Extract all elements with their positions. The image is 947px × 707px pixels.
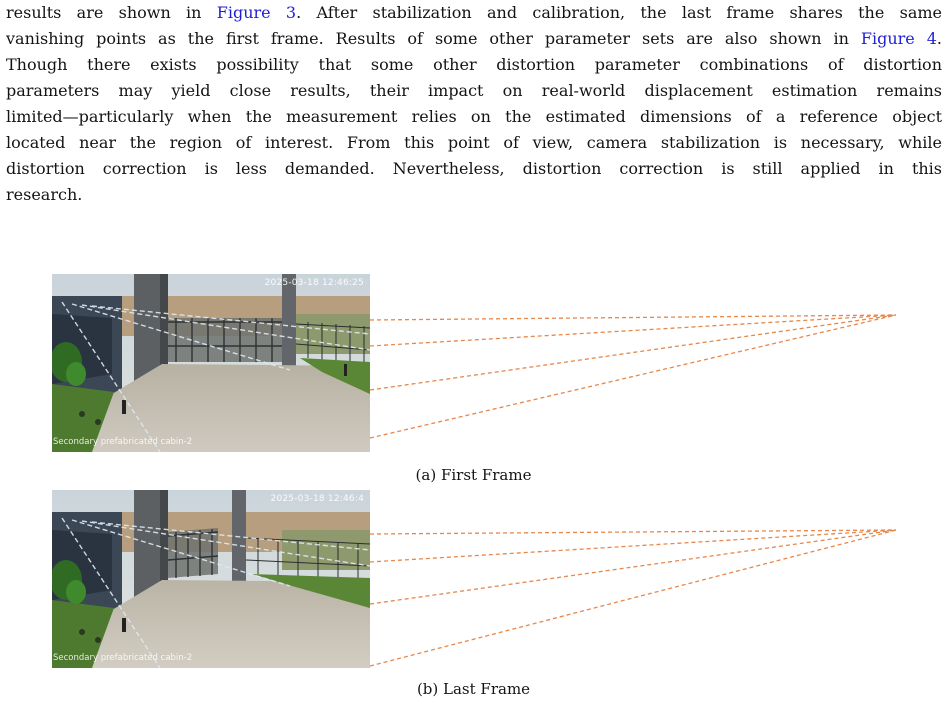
vanishing-line (370, 530, 896, 534)
figure-reference-link[interactable]: Figure 4 (860, 29, 937, 48)
vanishing-line (370, 315, 896, 390)
first-frame-scene (52, 274, 370, 452)
vanishing-line (370, 315, 896, 320)
vanishing-line (370, 530, 896, 666)
last-frame-scene (52, 490, 370, 668)
paragraph-text: . After stabilization and calibration, the last frame shares the same (296, 3, 942, 22)
last-frame-image (52, 490, 370, 668)
camera-label: Secondary prefabricated cabin-2 (53, 437, 193, 447)
paragraph-text: located near the region of interest. From this point of view, camera stabilization is necessary, while (6, 133, 942, 152)
paragraph-text: limited—particularly when the measurement relies on the estimated dimensions of a reference object (6, 107, 942, 126)
figure-first-frame (0, 270, 947, 490)
first-frame-image (52, 274, 370, 452)
paragraph-line (6, 104, 942, 130)
camera-label: Secondary prefabricated cabin-2 (53, 653, 193, 663)
frame-timestamp: 2025-03-18 12:46:25 (264, 278, 364, 288)
paragraph-line (6, 0, 942, 26)
vanishing-line (370, 315, 896, 346)
vanishing-line (370, 530, 896, 604)
paragraph-text: results are shown in (6, 3, 217, 22)
paragraph-text: distortion correction is less demanded. Nevertheless, distortion correction is still applied in this (6, 159, 942, 178)
figure-caption-last: (b) Last Frame (416, 680, 531, 698)
paragraph-line (6, 130, 942, 156)
paragraph-line (6, 52, 942, 78)
paragraph-text: research. (6, 185, 83, 204)
paragraph-text: . (936, 29, 942, 48)
paragraph-text: vanishing points as the first frame. Results of some other parameter sets are also shown in (6, 29, 861, 48)
figure-last-frame (0, 486, 947, 707)
paragraph-line (6, 26, 942, 52)
vanishing-line (370, 315, 896, 438)
vanishing-line (370, 530, 896, 562)
paragraph-text: parameters may yield close results, their impact on real-world displacement estimation remains (6, 81, 942, 100)
body-paragraph (6, 0, 942, 208)
paragraph-text: Though there exists possibility that some other distortion parameter combinations of distortion (6, 55, 942, 74)
figure-caption-first: (a) First Frame (415, 466, 532, 484)
paragraph-line (6, 78, 942, 104)
frame-timestamp: 2025-03-18 12:46:4 (270, 494, 364, 504)
paragraph-line (6, 182, 942, 208)
paragraph-line (6, 156, 942, 182)
figure-reference-link[interactable]: Figure 3 (216, 3, 297, 22)
